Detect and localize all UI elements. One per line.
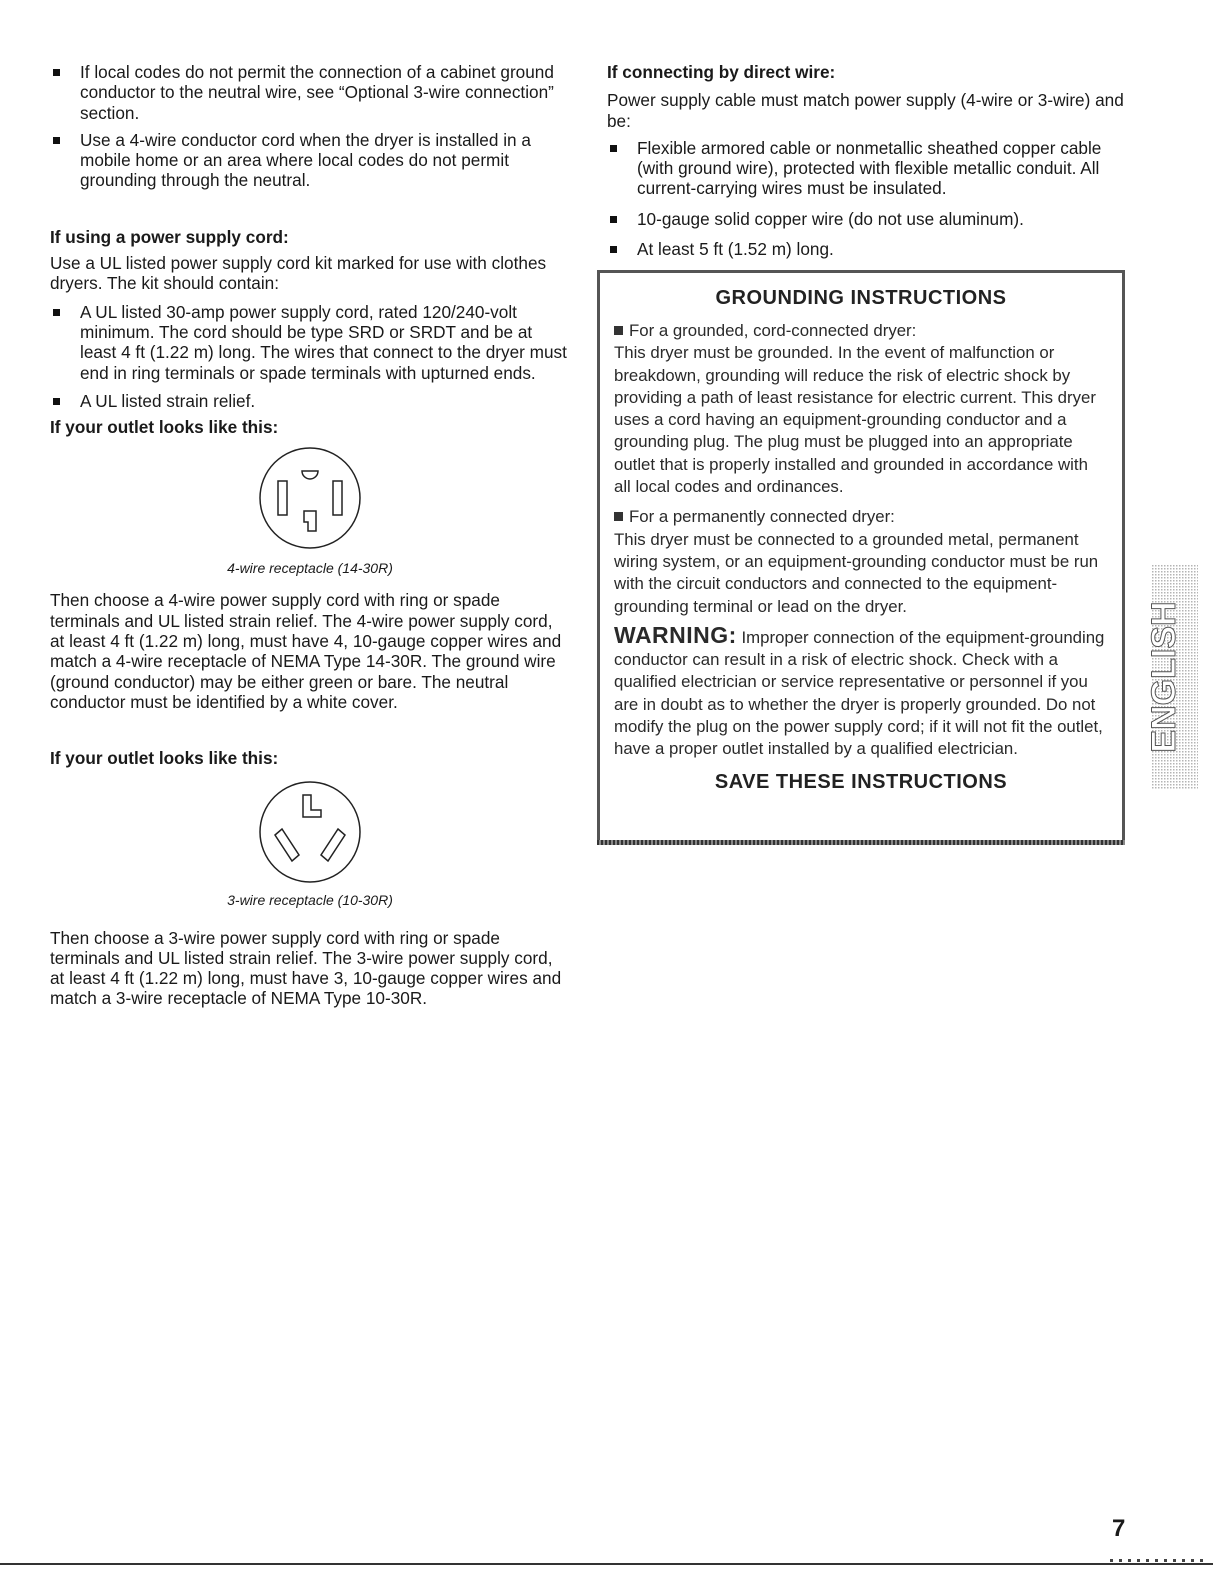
bullet-square-icon bbox=[614, 512, 623, 521]
warning-text: Improper connection of the equipment-grounding conductor can result in a risk of electric shock. Check with a qualified electrician or service representative or personnel if you are in doubt as to whether the dryer is properly grounded. Do not modify the plug on the power supply cord; if it will not fit the outlet, have a proper outlet installed by a qualified electrician. bbox=[614, 627, 1105, 759]
receptacle-3-wire-icon bbox=[255, 777, 365, 887]
page-number: 7 bbox=[1112, 1515, 1126, 1542]
bullet-square-icon bbox=[53, 137, 60, 144]
grounding-title: GROUNDING INSTRUCTIONS bbox=[715, 287, 1007, 309]
paragraph: Then choose a 4-wire power supply cord with ring or spade terminals and UL listed strain relief. The 4-wire power supply cord, at least 4 ft (1.22 m) long, must have 4, 10-gauge copper wires and match a 4-wire receptacle of NEMA Type 14-30R. The ground wire (ground conductor) may be either green or bare. The neutral conductor must be identified by a white cover. bbox=[50, 590, 562, 712]
paragraph: Use a UL listed power supply cord kit marked for use with clothes dryers. The kit should contain: bbox=[50, 253, 547, 294]
section-heading: If connecting by direct wire: bbox=[607, 62, 836, 82]
section-heading: If using a power supply cord: bbox=[50, 226, 289, 247]
bullet-square-icon bbox=[53, 69, 60, 76]
right-column bbox=[607, 62, 1127, 259]
grounding-item-body: This dryer must be grounded. In the event of malfunction or breakdown, grounding will reduce the risk of electric shock by providing a path of least resistance for electric current. This dryer uses a cord having an equipment-grounding conductor and a grounding plug. The plug must be plugged into an appropriate outlet that is properly installed and grounded in accordance with all local codes and ordinances. bbox=[614, 343, 1096, 497]
list-item: At least 5 ft (1.52 m) long. bbox=[607, 239, 1127, 259]
list-item: Flexible armored cable or nonmetallic sheathed copper cable (with ground wire), protected with flexible metallic conduit. All current-carrying wires must be insulated. bbox=[607, 138, 1127, 199]
bullet-square-icon bbox=[614, 326, 623, 335]
list-item: A UL listed 30-amp power supply cord, rated 120/240-volt minimum. The cord should be type SRD or SRDT and be at least 4 ft (1.22 m) long. The wires that connect to the dryer must end in ring terminals or spade terminals with upturned ends. bbox=[50, 302, 570, 383]
language-tab-label: ENGLISH bbox=[1145, 601, 1183, 753]
save-instructions-label: SAVE THESE INSTRUCTIONS bbox=[714, 770, 1008, 793]
grounding-body bbox=[600, 320, 1122, 794]
list-item: If local codes do not permit the connection of a cabinet ground conductor to the neutral wire, see “Optional 3-wire connection” section. bbox=[50, 62, 570, 123]
left-column bbox=[50, 62, 570, 1009]
receptacle-4-wire-icon bbox=[255, 443, 365, 553]
bottom-rule bbox=[0, 1563, 1213, 1565]
list-item: 10-gauge solid copper wire (do not use aluminum). bbox=[607, 209, 1127, 229]
bullet-square-icon bbox=[53, 398, 60, 405]
list-item: Use a 4-wire conductor cord when the dryer is installed in a mobile home or an area where local codes do not permit grounding through the neutral. bbox=[50, 130, 570, 191]
warning-label: WARNING: bbox=[614, 621, 737, 648]
bullet-square-icon bbox=[53, 309, 60, 316]
receptacle-4-wire-figure bbox=[50, 443, 570, 558]
language-tab-graphic bbox=[1145, 565, 1198, 790]
list-item: A UL listed strain relief. bbox=[50, 391, 570, 411]
language-side-tab bbox=[1145, 565, 1198, 790]
bottom-registration-marks bbox=[1110, 1559, 1205, 1562]
bullet-square-icon bbox=[610, 216, 617, 223]
warning-paragraph bbox=[614, 621, 1108, 761]
figure-caption: 3-wire receptacle (10-30R) bbox=[227, 891, 393, 908]
bullet-square-icon bbox=[610, 246, 617, 253]
grounding-instructions-box bbox=[597, 270, 1125, 845]
section-heading: If your outlet looks like this: bbox=[50, 748, 279, 769]
figure-caption: 4-wire receptacle (14-30R) bbox=[227, 560, 393, 577]
receptacle-3-wire-figure bbox=[50, 777, 570, 892]
paragraph: Power supply cable must match power supply (4-wire or 3-wire) and be: bbox=[607, 90, 1124, 131]
grounding-item-body: This dryer must be connected to a grounded metal, permanent wiring system, or an equipment-grounding conductor must be run with the circuit conductors and connected to the equipment-grounding terminal or lead on the dryer. bbox=[614, 529, 1099, 616]
grounding-item-heading: For a grounded, cord-connected dryer: bbox=[614, 320, 1108, 342]
bullet-square-icon bbox=[610, 145, 617, 152]
section-heading: If your outlet looks like this: bbox=[50, 417, 279, 438]
grounding-item-heading: For a permanently connected dryer: bbox=[614, 506, 1108, 528]
paragraph: Then choose a 3-wire power supply cord with ring or spade terminals and UL listed strain relief. The 3-wire power supply cord, at least 4 ft (1.22 m) long, must have 3, 10-gauge copper wires and match a 3-wire receptacle of NEMA Type 10-30R. bbox=[50, 927, 562, 1009]
